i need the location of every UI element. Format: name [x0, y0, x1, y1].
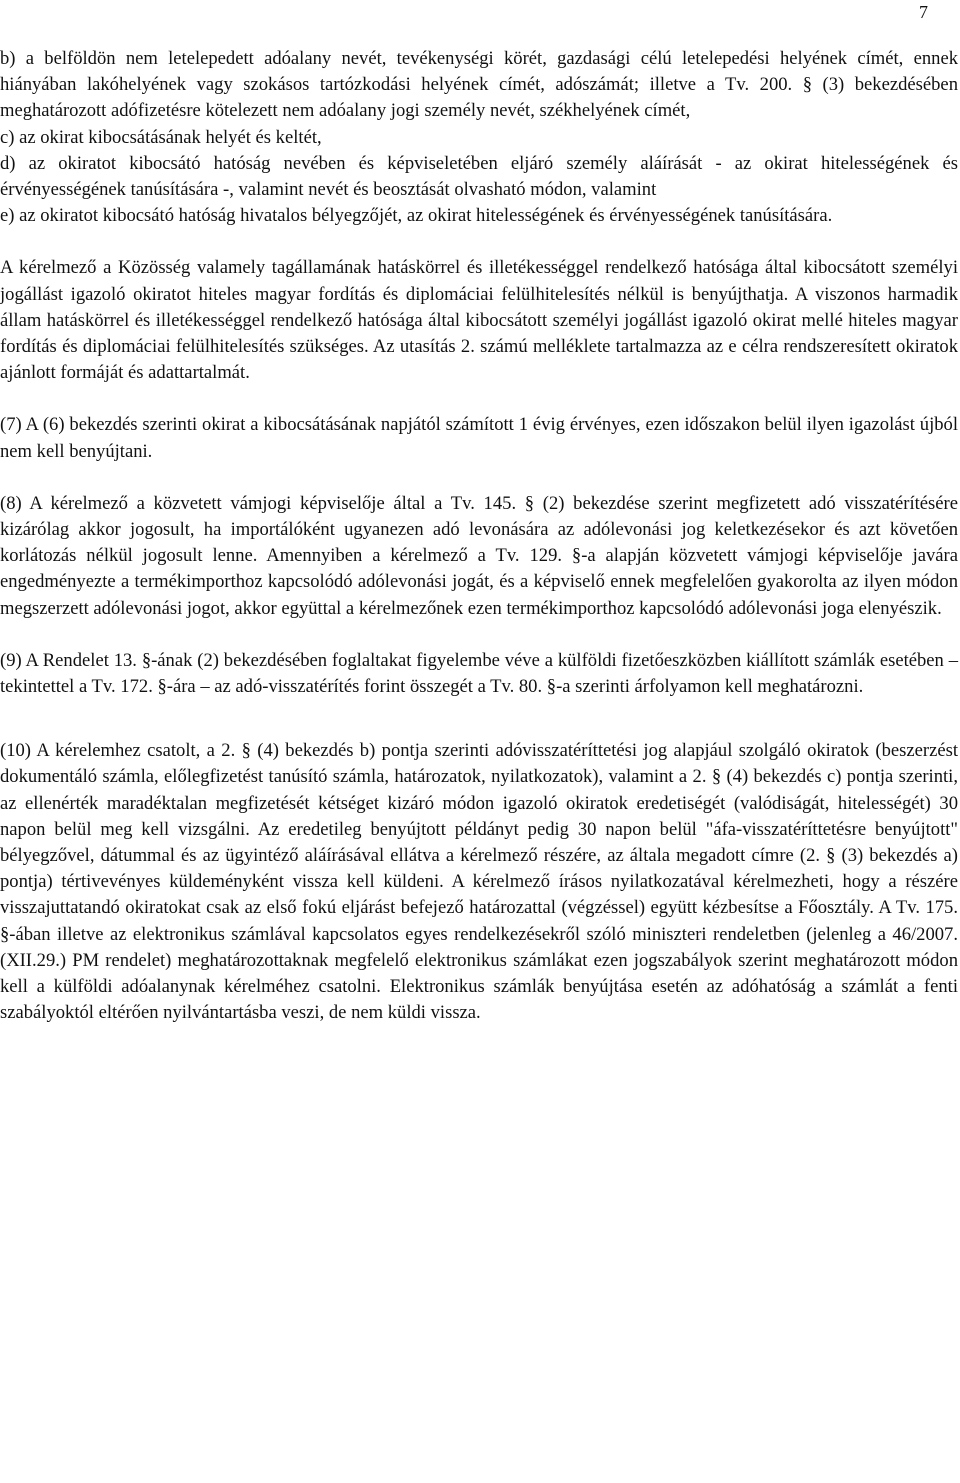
- paragraph-item-b: b) a belföldön nem letelepedett adóalany nevét, tevékenységi körét, gazdasági célú letelepedési helyének címét, ennek hiányában lakóhelyének vagy szokásos tartózkodási helyének címét, adószámát; illetve a Tv. 200. § (3) bekezdésében meghatározott adófizetésre kötelezett nem adóalany jogi személy nevét, székhelyének címét,: [0, 48, 958, 122]
- paragraph-7: (7) A (6) bekezdés szerinti okirat a kibocsátásának napjától számított 1 évig érvényes, ezen időszakon belül ilyen igazolást újból nem kell benyújtani.: [0, 414, 958, 462]
- paragraph-10: (10) A kérelemhez csatolt, a 2. § (4) bekezdés b) pontja szerinti adóvisszatéríttetési jog alapjául szolgáló okiratok (beszerzést dokumentáló számla, előlegfizetést tanúsító számla, határozatok, nyilatkozatok), valamint a 2. § (4) bekezdés c) pontja szerinti, az ellenérték maradéktalan megfizetését kétséget kizáró módon igazoló okiratok eredetiségét (valódiságát, hitelességét) 30 napon belül meg kell vizsgálni. Az eredetileg benyújtott példányt pedig 30 napon belül "áfa-visszatéríttetésre benyújtott" bélyegzővel, dátummal és az ügyintéző aláírásával ellátva a kérelmező részére, az általa megadott címre (2. § (3) bekezdés a) pontja) tértivevényes küldeményként vissza kell küldeni. A kérelmező írásos nyilatkozatával kérelmezheti, hogy a részére visszajuttatandó okiratokat csak az első fokú eljárást befejező határozattal (végzéssel) együtt kézbesítse a Főosztály. A Tv. 175. §-ában illetve az elektronikus számlával kapcsolatos egyes rendelkezésekről szóló miniszteri rendeletben (jelenleg a 46/2007. (XII.29.) PM rendelet) meghatározottaknak megfelelő elektronikus számlákat ezen jogszabályok szerint meghatározott módon kell a külföldi adóalanynak kérelméhez csatolni. Elektronikus számlák benyújtása esetén az adóhatóság a számlát a fenti szabályoktól eltérően nyilvántartásba veszi, de nem küldi vissza.: [0, 740, 958, 1024]
- paragraph-spacer: [0, 622, 958, 648]
- paragraph-9: (9) A Rendelet 13. §-ának (2) bekezdésében foglaltakat figyelembe véve a külföldi fizetőeszközben kiállított számlák esetében – tekintettel a Tv. 172. §-ára – az adó-visszatérítés forint összegét a Tv. 80. §-a szerinti árfolyamon kell meghatározni.: [0, 649, 958, 698]
- paragraph-spacer: [0, 386, 958, 412]
- paragraph-item-d: d) az okiratot kibocsátó hatóság nevében és képviseletében eljáró személy aláírását - az okirat hitelességének és érvényességének tanúsítására -, valamint nevét és beosztását olvasható módon, valamint: [0, 152, 958, 201]
- paragraph-item-c: c) az okirat kibocsátásának helyét és keltét,: [0, 126, 322, 148]
- paragraph-spacer: [0, 700, 958, 738]
- page-number: 7: [919, 2, 928, 22]
- paragraph-spacer: [0, 465, 958, 491]
- paragraph-applicant-documents: A kérelmező a Közösség valamely tagállamának hatáskörrel és illetékességgel rendelkező hatósága által kibocsátott személyi jogállást igazoló okiratot hiteles magyar fordítás és diplomáciai felülhitelesítés nélkül is benyújthatja. A viszonos harmadik állam hatáskörrel és illetékességgel rendelkező hatósága által kibocsátott személyi jogállást igazoló okirat mellé hiteles magyar fordítás és diplomáciai felülhitelesítés szükséges. Az utasítás 2. számú melléklete tartalmazza az e célra rendszeresített okiratok ajánlott formáját és adattartalmát.: [0, 257, 958, 384]
- paragraph-item-e: e) az okiratot kibocsátó hatóság hivatalos bélyegzőjét, az okirat hitelességének és érvényességének tanúsítására.: [0, 205, 833, 227]
- document-body: [0, 46, 958, 1027]
- paragraph-8: (8) A kérelmező a közvetett vámjogi képviselője által a Tv. 145. § (2) bekezdése szerint megfizetett adó visszatérítésére kizárólag akkor jogosult, ha importálóként ugyanezen adó levonására az adólevonási jog keletkezésekor és azt követően korlátozás nélkül jogosult lenne. Amennyiben a kérelmező a Tv. 129. §-a alapján közvetett vámjogi képviselője javára engedményezte a termékimporthoz kapcsolódó adólevonási jogát, és a képviselő ennek megfelelően gyakorolta az ilyen módon megszerzett adólevonási jogot, akkor együttal a kérelmezőnek ezen termékimporthoz kapcsolódó adólevonási joga elenyészik.: [0, 492, 958, 619]
- paragraph-spacer: [0, 229, 958, 255]
